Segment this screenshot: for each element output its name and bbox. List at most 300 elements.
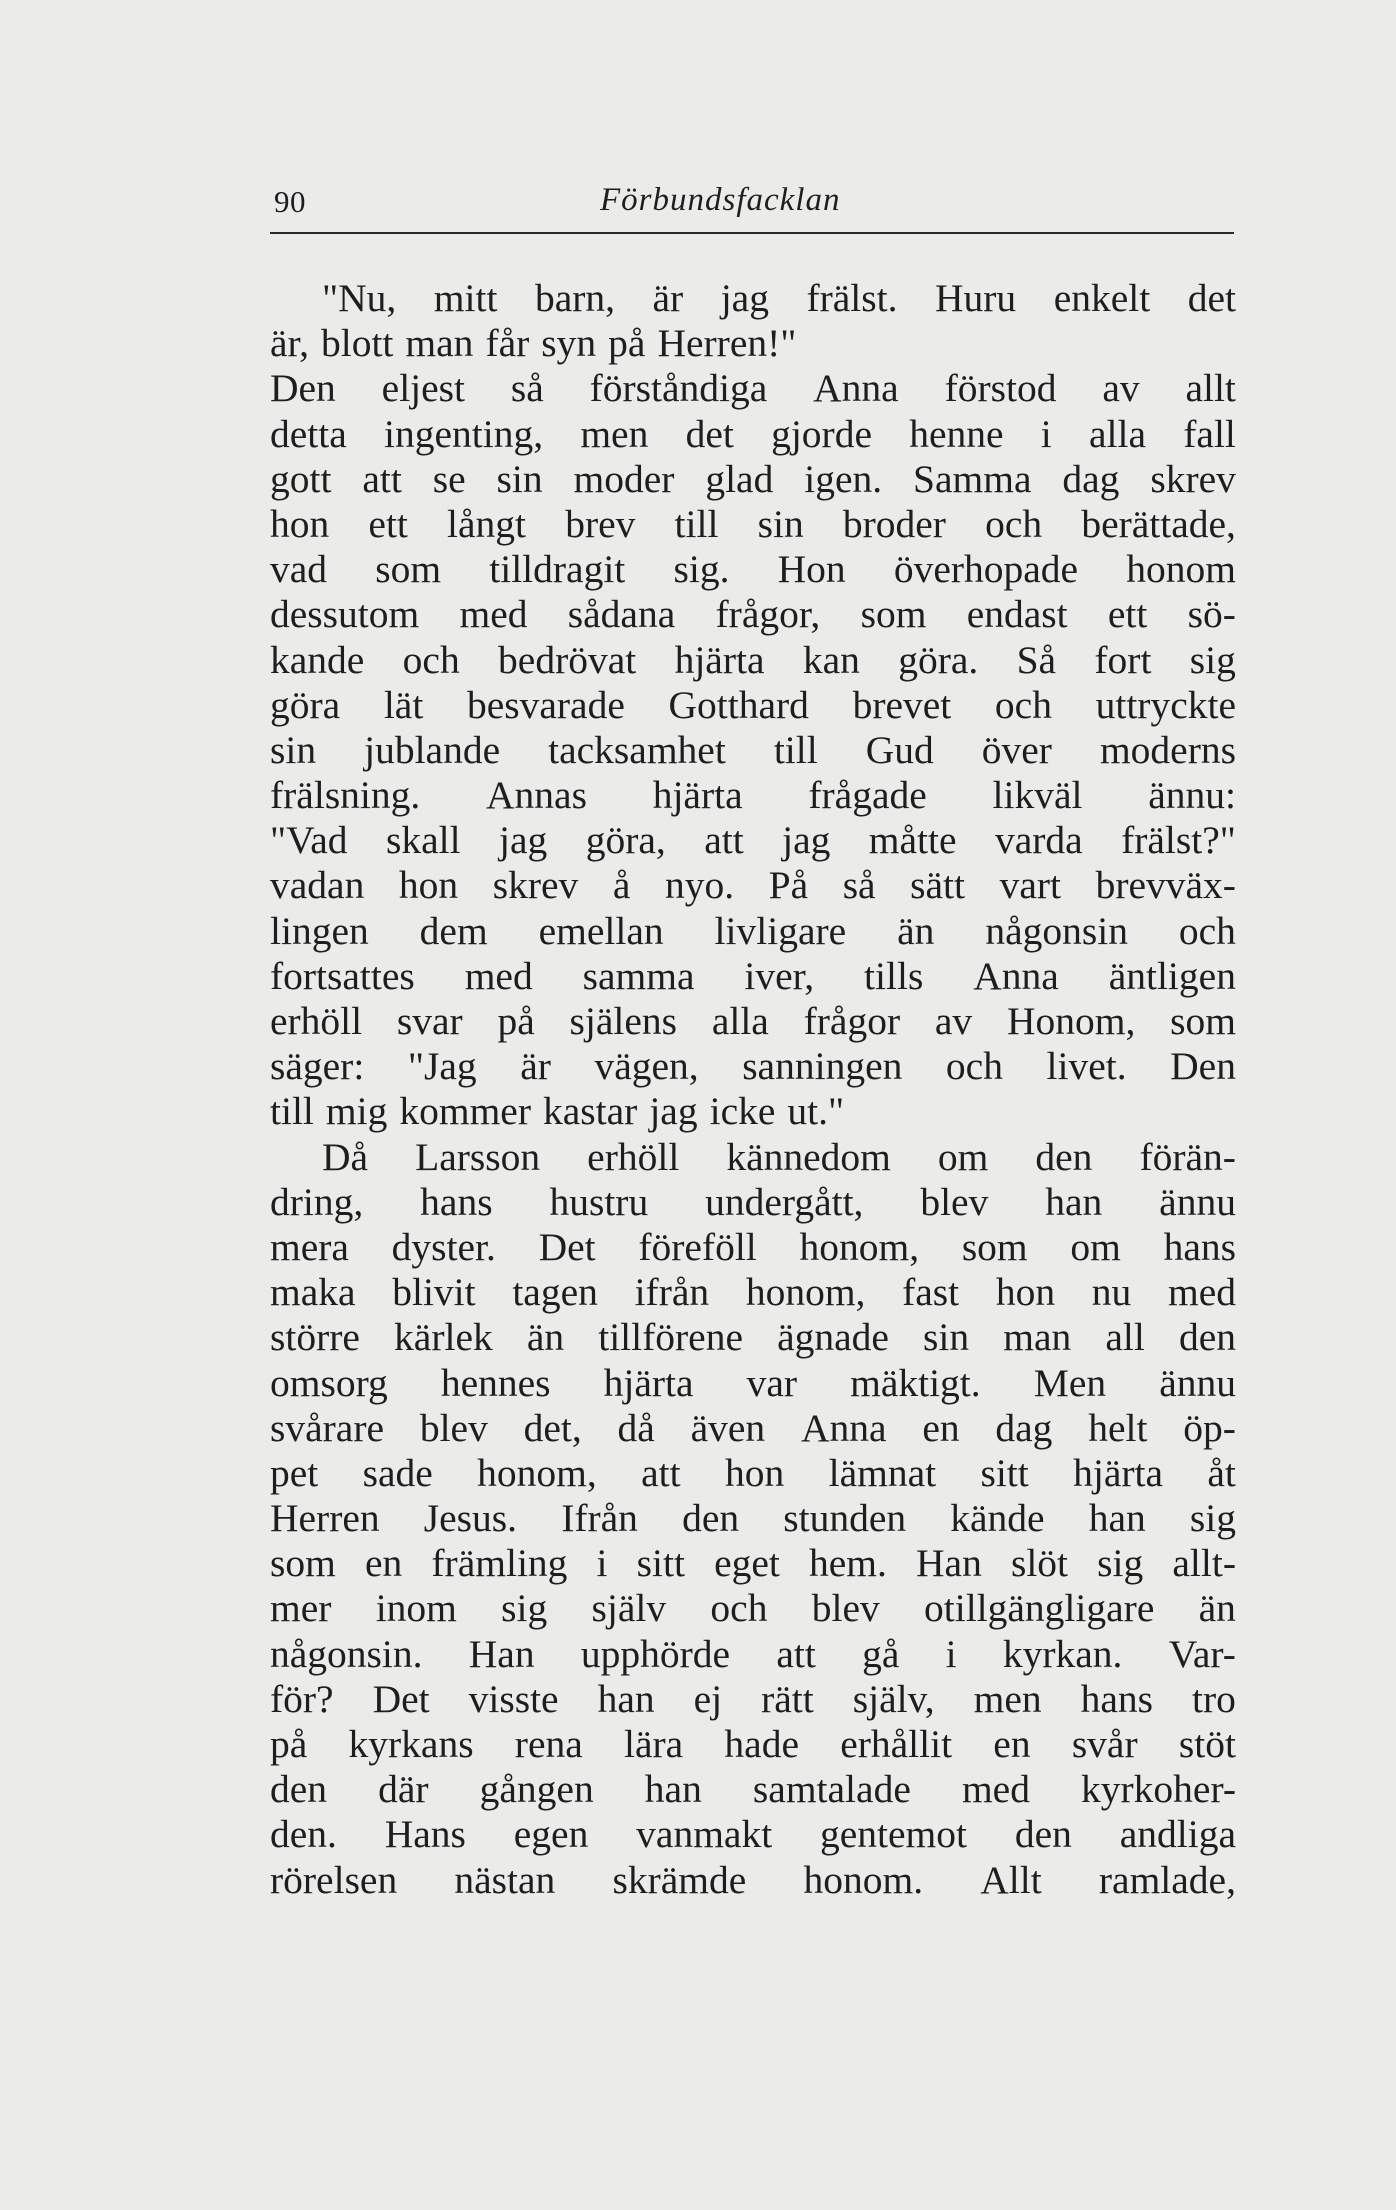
word: vad <box>270 547 328 592</box>
word: var <box>746 1360 798 1405</box>
word: kan <box>802 637 860 682</box>
text-line <box>270 547 1236 592</box>
word: Det <box>372 1676 430 1721</box>
text-line <box>270 1677 1236 1722</box>
text-line <box>270 592 1236 637</box>
word: en <box>922 1405 960 1450</box>
word: kyrkoher- <box>1081 1767 1236 1812</box>
word: ut." <box>787 1089 845 1134</box>
word: frågade <box>808 773 927 818</box>
word: Så <box>1016 637 1057 682</box>
word: pet <box>270 1450 319 1495</box>
word: Den <box>270 366 336 411</box>
text-line <box>270 502 1236 547</box>
word: kyrkan. <box>1002 1631 1123 1676</box>
word: och <box>985 501 1043 546</box>
word: Huru <box>935 276 1017 320</box>
word: hjärta <box>674 637 765 682</box>
word: än <box>1198 1586 1236 1631</box>
word: honom <box>1126 547 1236 592</box>
word: syn <box>541 321 597 366</box>
word: sig. <box>673 547 730 592</box>
word: är <box>520 1044 551 1089</box>
word: hjärta <box>652 773 743 818</box>
running-title: Förbundsfacklan <box>600 182 841 218</box>
word: Herren!" <box>657 321 797 366</box>
word: Annas <box>486 773 587 818</box>
word: mig <box>325 1089 388 1134</box>
text-line <box>270 276 1236 321</box>
word: rena <box>514 1722 583 1766</box>
word: maka <box>270 1270 356 1315</box>
text-line <box>270 683 1236 728</box>
page-header <box>270 176 1236 226</box>
word: göra <box>270 682 341 727</box>
word: eget <box>714 1541 780 1586</box>
word: slöt <box>1010 1541 1069 1586</box>
word: äntligen <box>1108 953 1236 998</box>
word: och <box>402 637 460 682</box>
word: Anna <box>800 1405 887 1450</box>
word: på <box>497 999 535 1043</box>
word: att <box>641 1450 681 1495</box>
word: och <box>1178 908 1236 953</box>
word: lära <box>623 1722 684 1766</box>
text-line <box>270 863 1236 908</box>
word: nästan <box>454 1857 556 1902</box>
word: erhållit <box>840 1722 953 1766</box>
word: en <box>364 1541 403 1586</box>
text-line <box>270 1812 1236 1857</box>
word: över <box>981 727 1052 772</box>
word: ej <box>693 1676 723 1721</box>
word: det <box>685 411 734 456</box>
word: henne <box>909 411 1004 456</box>
word: lingen <box>270 908 369 953</box>
word: ägnade <box>777 1315 889 1360</box>
word: icke <box>709 1089 776 1134</box>
word: främling <box>431 1541 568 1586</box>
word: öp- <box>1183 1405 1236 1450</box>
word: tacksamhet <box>548 727 726 772</box>
word: berättade, <box>1081 501 1236 546</box>
word: rätt <box>761 1676 814 1721</box>
word: det <box>1187 276 1236 320</box>
word: å <box>612 863 631 908</box>
word: Hans <box>384 1812 466 1857</box>
word: ännu <box>1159 1360 1236 1405</box>
text-line <box>270 1315 1236 1360</box>
word: frågor, <box>715 592 821 637</box>
word: blivit <box>392 1270 476 1315</box>
word: sig <box>1097 1541 1144 1586</box>
text-line <box>270 909 1236 954</box>
word: kande <box>270 637 365 682</box>
word: Han <box>916 1541 982 1586</box>
word: På <box>768 863 809 908</box>
word: hade <box>724 1722 799 1766</box>
word: honom. <box>803 1857 924 1902</box>
word: den. <box>270 1812 337 1857</box>
word: mitt <box>433 276 498 320</box>
word: tills <box>864 953 924 998</box>
word: Det <box>538 1224 596 1269</box>
word: långt <box>447 501 527 546</box>
word: att <box>362 456 402 501</box>
word: otillgängligare <box>924 1586 1155 1631</box>
word: livet. <box>1046 1044 1127 1089</box>
word: moder <box>573 456 675 501</box>
word: rörelsen <box>270 1857 398 1902</box>
word: detta <box>270 411 347 456</box>
word: Då <box>322 1134 369 1179</box>
word: frälst. <box>806 276 898 320</box>
word: dem <box>419 908 488 953</box>
word: förän- <box>1139 1134 1236 1179</box>
word: skrev <box>492 863 579 908</box>
word: hans <box>1080 1676 1154 1721</box>
word: där <box>378 1767 429 1812</box>
word: av <box>934 999 973 1043</box>
word: jag <box>649 1089 698 1134</box>
word: all <box>1105 1315 1145 1360</box>
text-line <box>270 638 1236 683</box>
word: Ifrån <box>561 1496 638 1541</box>
word: sade <box>362 1450 433 1495</box>
text-line <box>270 773 1236 818</box>
word: man <box>405 321 474 366</box>
word: med <box>961 1767 1030 1812</box>
word: kände <box>950 1496 1045 1541</box>
word: så <box>842 863 876 908</box>
word: allt <box>1185 366 1236 411</box>
text-line <box>270 954 1236 999</box>
word: besvarade <box>466 682 625 727</box>
word: "Vad <box>270 818 348 863</box>
word: vadan <box>270 863 365 908</box>
word: Hon <box>777 547 846 592</box>
word: jag <box>782 818 831 863</box>
word: skrämde <box>612 1857 747 1902</box>
word: fort <box>1094 637 1152 682</box>
word: moderns <box>1099 727 1236 772</box>
text-line <box>270 1089 1236 1134</box>
word: igen. <box>804 456 883 501</box>
word: varda <box>994 818 1083 863</box>
word: "Nu, <box>322 276 397 320</box>
word: broder <box>842 501 946 546</box>
text-line <box>270 1632 1236 1677</box>
word: Var- <box>1168 1631 1236 1676</box>
word: blott <box>320 321 394 366</box>
word: lämnat <box>828 1450 937 1495</box>
word: mer <box>270 1586 332 1631</box>
word: säger: <box>270 1044 365 1089</box>
word: samma <box>582 953 695 998</box>
word: dag <box>995 1405 1053 1450</box>
word: uttryckte <box>1095 682 1236 727</box>
word: han <box>1088 1496 1146 1541</box>
word: endast <box>966 592 1068 637</box>
word: hans <box>1163 1224 1236 1269</box>
word: Den <box>1170 1044 1236 1089</box>
word: den <box>1035 1134 1093 1179</box>
word: fast <box>902 1270 960 1315</box>
word: stöt <box>1178 1722 1236 1766</box>
word: på <box>270 1722 308 1766</box>
page-number: 90 <box>274 184 306 219</box>
word: som <box>860 592 927 637</box>
word: dag <box>1062 456 1120 501</box>
word: sanningen <box>742 1044 903 1089</box>
word: är <box>652 276 684 320</box>
word: mera <box>270 1224 349 1269</box>
word: och <box>945 1044 1003 1089</box>
text-line <box>270 1180 1236 1225</box>
word: samtalade <box>752 1767 911 1812</box>
word: skrev <box>1150 456 1236 501</box>
text-line <box>270 1541 1236 1586</box>
word: förståndiga <box>589 366 768 411</box>
word: undergått, <box>705 1179 864 1224</box>
word: själv, <box>852 1676 935 1721</box>
word: då <box>617 1405 655 1450</box>
word: ifrån <box>634 1270 710 1315</box>
word: inom <box>375 1586 457 1631</box>
word: en <box>993 1722 1031 1766</box>
word: hans <box>420 1179 493 1224</box>
word: som <box>961 1224 1028 1269</box>
word: frälsning. <box>270 773 421 818</box>
word: hem. <box>809 1541 887 1586</box>
word: gå <box>862 1631 900 1676</box>
word: till <box>773 727 818 772</box>
word: med <box>464 953 533 998</box>
word: sin <box>757 501 804 546</box>
word: Anna <box>813 366 899 411</box>
text-line <box>270 1135 1236 1180</box>
word: emellan <box>538 908 664 953</box>
word: om <box>1070 1224 1121 1269</box>
text-line <box>270 1406 1236 1451</box>
text-line <box>270 728 1236 773</box>
word: andliga <box>1119 1812 1236 1857</box>
word: Anna <box>973 953 1059 998</box>
word: honom, <box>745 1270 866 1315</box>
word: på <box>608 321 646 366</box>
word: sin <box>496 456 543 501</box>
word: hjärta <box>603 1360 694 1405</box>
word: ingenting, <box>384 411 544 456</box>
word: blev <box>419 1405 488 1450</box>
word: om <box>937 1134 989 1179</box>
word: sig <box>1189 637 1236 682</box>
word: för? <box>270 1676 334 1721</box>
word: han <box>597 1676 655 1721</box>
word: som <box>1170 999 1236 1043</box>
word: svar <box>396 999 463 1043</box>
text-line <box>270 321 1236 366</box>
word: att <box>776 1631 816 1676</box>
word: gången <box>479 1767 594 1812</box>
word: sig <box>1189 1496 1236 1541</box>
word: som <box>270 1541 336 1586</box>
text-line <box>270 1270 1236 1315</box>
word: Samma <box>913 456 1032 501</box>
word: enkelt <box>1053 276 1151 320</box>
word: den <box>1178 1315 1236 1360</box>
word: mäktigt. <box>850 1360 981 1405</box>
word: kommer <box>399 1089 531 1134</box>
word: nyo. <box>664 863 735 908</box>
word: erhöll <box>270 999 363 1043</box>
word: och <box>710 1586 768 1631</box>
word: hon <box>270 501 330 546</box>
word: måtte <box>868 818 957 863</box>
word: svårare <box>270 1405 385 1450</box>
word: jublande <box>364 727 501 772</box>
word: glad <box>705 456 774 501</box>
word: i <box>945 1631 957 1676</box>
word: men <box>580 411 649 456</box>
word: får <box>485 321 530 366</box>
word: själens <box>569 999 678 1043</box>
text-line <box>270 1586 1236 1631</box>
word: Men <box>1033 1360 1107 1405</box>
word: men <box>973 1676 1042 1721</box>
text-line <box>270 366 1236 411</box>
word: hjärta <box>1073 1450 1164 1495</box>
word: ett <box>1107 592 1148 637</box>
text-line <box>270 818 1236 863</box>
word: erhöll <box>587 1134 680 1179</box>
word: och <box>994 682 1052 727</box>
word: tagen <box>512 1270 598 1315</box>
word: brevet <box>852 682 952 727</box>
word: alla <box>1089 411 1147 456</box>
word: omsorg <box>270 1360 388 1405</box>
word: göra. <box>898 637 979 682</box>
word: skall <box>385 818 461 863</box>
word: sätt <box>910 863 966 908</box>
word: i <box>596 1541 608 1586</box>
word: hon <box>995 1270 1056 1315</box>
text-line <box>270 1044 1236 1089</box>
word: hon <box>398 863 459 908</box>
text-line <box>270 1361 1236 1406</box>
word: Jesus. <box>423 1496 518 1541</box>
word: att <box>704 818 744 863</box>
word: livligare <box>714 908 847 953</box>
header-rule <box>270 232 1234 234</box>
word: med <box>1167 1270 1236 1315</box>
word: upphörde <box>580 1631 731 1676</box>
word: själv <box>591 1586 667 1631</box>
word: bedrövat <box>498 637 637 682</box>
word: till <box>270 1089 314 1134</box>
word: större <box>270 1315 360 1360</box>
word: kännedom <box>726 1134 891 1179</box>
word: honom, <box>477 1450 597 1495</box>
word: i <box>1040 411 1052 456</box>
word: med <box>459 592 528 637</box>
word: Gotthard <box>668 682 809 727</box>
word: likväl <box>992 773 1083 818</box>
text-line <box>270 1496 1236 1541</box>
word: vanmakt <box>636 1812 773 1857</box>
word: kärlek <box>394 1315 493 1360</box>
word: sin <box>923 1315 970 1360</box>
word: tillförene <box>598 1315 743 1360</box>
word: brevväx- <box>1095 863 1236 908</box>
word: frälst?" <box>1121 818 1236 863</box>
word: se <box>432 456 466 501</box>
word: Gud <box>865 727 934 772</box>
word: fall <box>1183 411 1236 456</box>
text-line <box>270 457 1236 502</box>
word: så <box>510 366 544 411</box>
word: hennes <box>440 1360 551 1405</box>
word: någonsin <box>985 908 1128 953</box>
text-line <box>270 1451 1236 1496</box>
word: han <box>644 1767 702 1812</box>
word: till <box>674 501 719 546</box>
word: sig <box>501 1586 548 1631</box>
word: ramlade, <box>1098 1857 1236 1902</box>
word: nu <box>1091 1270 1132 1315</box>
text-line <box>270 412 1236 457</box>
word: "Jag <box>407 1044 477 1089</box>
word: Larsson <box>415 1134 541 1179</box>
word: göra, <box>585 818 666 863</box>
word: lät <box>383 682 424 727</box>
word: den <box>270 1767 328 1812</box>
word: allt- <box>1172 1541 1236 1586</box>
word: iver, <box>744 953 815 998</box>
word: han <box>1045 1179 1103 1224</box>
word: kyrkans <box>348 1722 474 1766</box>
word: hon <box>724 1450 785 1495</box>
text-line <box>270 999 1236 1044</box>
word: barn, <box>534 276 615 320</box>
word: någonsin. <box>270 1631 423 1676</box>
word: är, <box>270 321 309 366</box>
word: det, <box>523 1405 582 1450</box>
word: gjorde <box>771 411 872 456</box>
word: visste <box>468 1676 559 1721</box>
word: gentemot <box>820 1812 968 1857</box>
text-line <box>270 1767 1236 1812</box>
word: dessutom <box>270 592 420 637</box>
word: den <box>682 1496 740 1541</box>
word: som <box>375 547 442 592</box>
word: av <box>1102 366 1140 411</box>
word: ett <box>368 501 408 546</box>
word: åt <box>1207 1450 1236 1495</box>
word: Honom, <box>1006 999 1136 1043</box>
word: fortsattes <box>270 953 415 998</box>
word: tilldragit <box>489 547 626 592</box>
word: gott <box>270 456 332 501</box>
word: svår <box>1071 1722 1138 1766</box>
word: honom, <box>799 1224 920 1269</box>
word: Han <box>468 1631 535 1676</box>
word: den <box>1014 1812 1072 1857</box>
word: tro <box>1192 1676 1236 1721</box>
body-text <box>270 276 1236 1903</box>
word: föreföll <box>638 1224 757 1269</box>
word: stunden <box>783 1496 907 1541</box>
